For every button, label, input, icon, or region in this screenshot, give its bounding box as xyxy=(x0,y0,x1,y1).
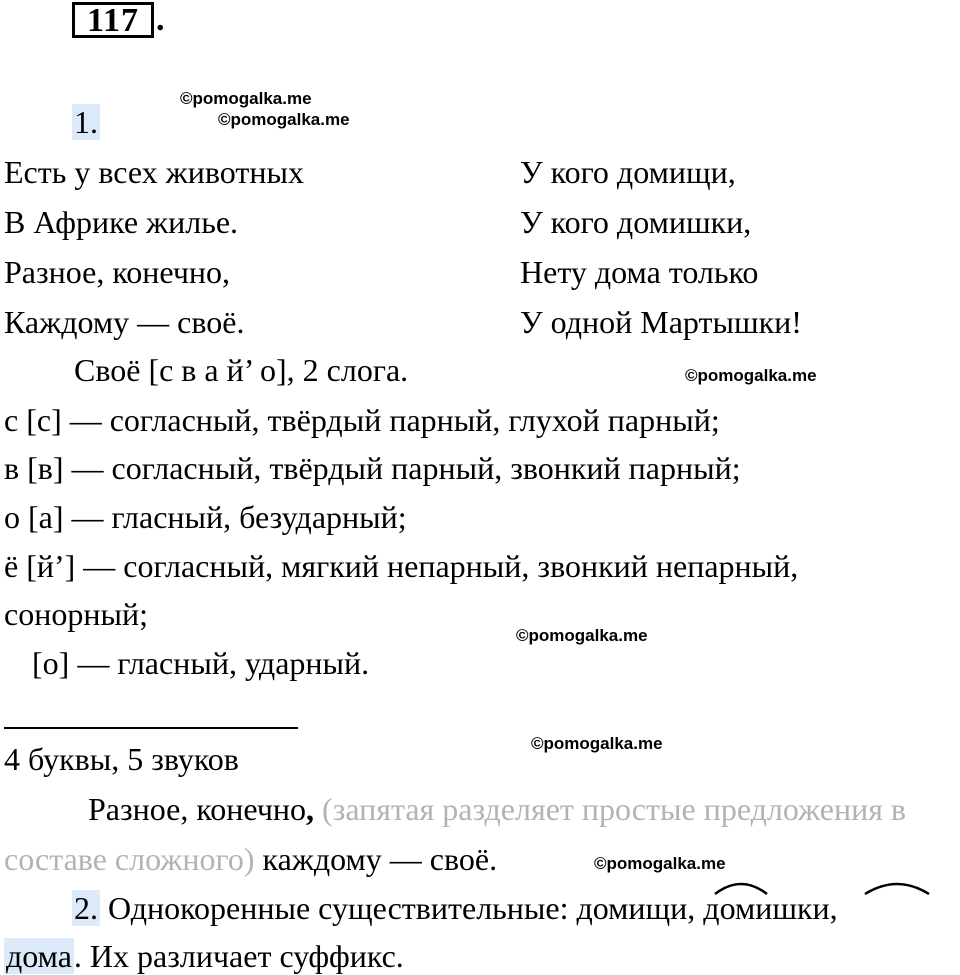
task-2-line-1: 2. Однокоренные существительные: домищи, домишки, xyxy=(74,890,838,926)
poem-line: Каждому — своё. xyxy=(4,304,245,340)
watermark: ©pomogalka.me xyxy=(594,854,726,873)
sound-analysis-line: о [а] — гласный, безударный; xyxy=(4,499,407,535)
suffix-mark: ищ xyxy=(628,890,671,926)
poem-line: Нету дома только xyxy=(520,254,759,290)
punctuation-sentence-line-2: составе сложного) каждому — своё. xyxy=(4,841,498,877)
punctuation-note: составе сложного) xyxy=(4,841,255,877)
poem-line: Разное, конечно, xyxy=(4,254,231,290)
poem-line: В Африке жилье. xyxy=(4,204,239,240)
suffix-arc-icon xyxy=(712,876,770,896)
separator-line xyxy=(4,727,298,729)
watermark: ©pomogalka.me xyxy=(685,366,817,385)
sound-analysis-line: ё [й’] — согласный, мягкий непарный, звонкий непарный, xyxy=(4,548,799,584)
task-1-label: 1. xyxy=(74,104,98,140)
watermark: ©pomogalka.me xyxy=(218,110,350,129)
suffix-mark: ишк xyxy=(755,890,813,926)
watermark: ©pomogalka.me xyxy=(180,89,312,108)
sound-analysis-line: в [в] — согласный, твёрдый парный, звонкий парный; xyxy=(4,450,741,486)
poem-line: У одной Мартышки! xyxy=(520,304,802,340)
punctuation-note: (запятая разделяет простые предложения в xyxy=(322,791,907,827)
poem-line: У кого домишки, xyxy=(520,204,752,240)
task-2-label: 2. xyxy=(74,890,98,926)
sound-analysis-line: сонорный; xyxy=(4,596,148,632)
poem-line: Есть у всех животных xyxy=(4,154,304,190)
watermark: ©pomogalka.me xyxy=(531,734,663,753)
watermark: ©pomogalka.me xyxy=(516,626,648,645)
poem-line: У кого домищи, xyxy=(520,154,736,190)
suffix-arc-icon xyxy=(862,876,932,896)
exercise-number-dot: . xyxy=(156,1,165,38)
sound-analysis-line: [о] — гласный, ударный. xyxy=(32,645,370,681)
exercise-number: 117 xyxy=(72,2,154,38)
sound-analysis-line: с [с] — согласный, твёрдый парный, глухой парный; xyxy=(4,402,720,438)
punctuation-sentence-line-1: Разное, конечно, (запятая разделяет простые предложения в xyxy=(88,791,907,827)
phonetic-transcription: Своё [с в а й’ о], 2 слога. xyxy=(74,352,409,388)
letters-sounds-summary: 4 буквы, 5 звуков xyxy=(4,741,239,777)
task-2-line-2: дома. Их различает суффикс. xyxy=(6,938,404,974)
